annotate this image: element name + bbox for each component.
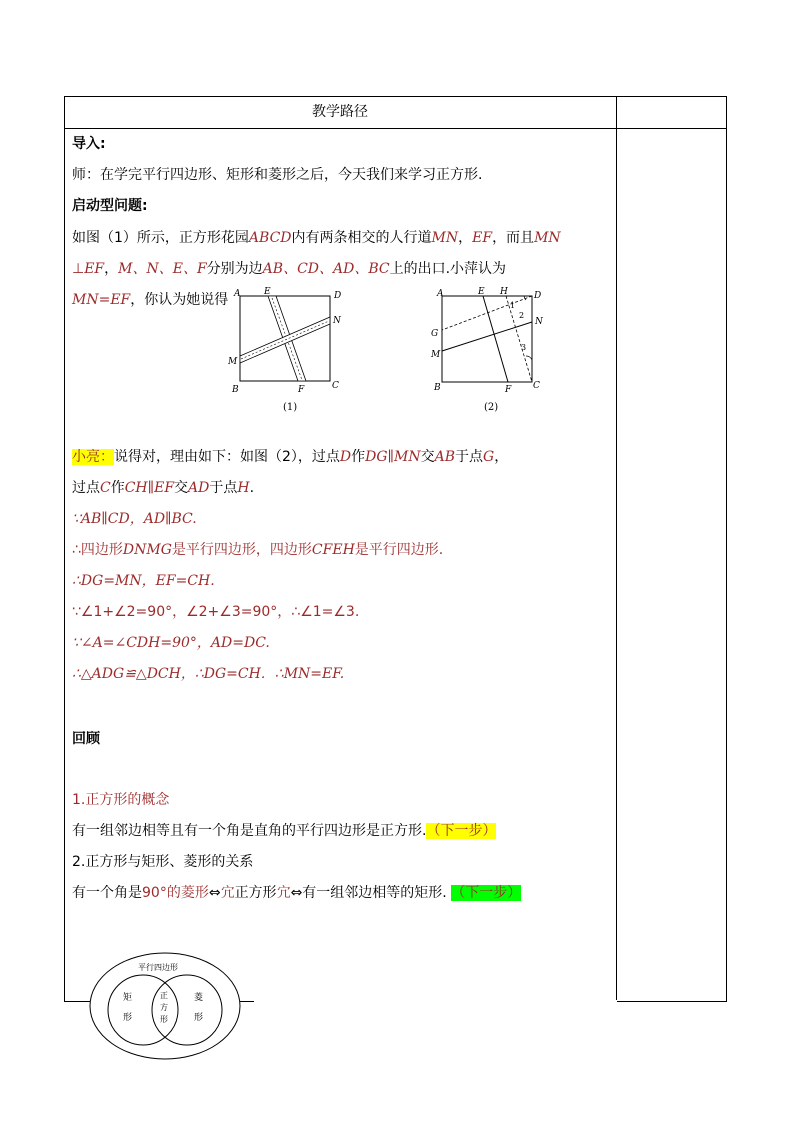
proof-line-3: ∵AB∥CD，AD∥BC.	[72, 511, 197, 527]
text: 说得对，理由如下：如图（2），过点	[114, 449, 340, 465]
problem-line-3	[72, 290, 228, 310]
label-M: M	[228, 357, 238, 367]
venn-mid-label-1: 正	[160, 991, 168, 1000]
text: 有一组邻边相等且有一个角是直角的平行四边形是正方形.	[72, 823, 427, 839]
angle-2-label: 2	[519, 311, 525, 320]
review-item-2-text	[72, 883, 521, 903]
text: 于点	[455, 449, 484, 465]
review-item-1-title: 1.正方形的概念	[72, 792, 170, 808]
text: ，你认为她说得	[130, 292, 229, 308]
text: 交	[420, 449, 435, 465]
label-D: D	[534, 291, 542, 301]
math: MN	[534, 230, 561, 246]
problem-heading: 启动型问题:	[72, 198, 148, 214]
text: 是平行四边形，四边形	[171, 542, 312, 558]
venn-right-label-1: 菱	[194, 993, 204, 1003]
proof-line-6: ∵∠1+∠2=90°，∠2+∠3=90°，∴∠1=∠3.	[72, 604, 360, 620]
venn-left-label-1: 矩	[123, 993, 133, 1003]
math: AD	[188, 480, 210, 496]
label-A: A	[234, 289, 241, 299]
review-item-1-text	[72, 821, 496, 841]
figure-2	[426, 284, 556, 416]
label-F: F	[505, 385, 512, 395]
figure-2-caption: (2)	[484, 402, 499, 413]
venn-right-label-2: 形	[194, 1013, 204, 1023]
text: 内有两条相交的人行道	[291, 230, 432, 246]
next-step-button[interactable]: （下一步）	[451, 885, 522, 901]
proof-line-2	[72, 478, 254, 498]
text: 宂	[220, 885, 235, 901]
math: ABCD	[248, 230, 292, 246]
proof-line-4	[72, 540, 443, 560]
next-step-button[interactable]: （下一步）	[426, 823, 497, 839]
equivalence-arrow: ⇔	[290, 885, 303, 901]
venn-outer-label: 平行四边形	[138, 963, 178, 972]
venn-diagram	[88, 950, 244, 1062]
math: CFEH	[311, 542, 355, 558]
text: 有一组邻边相等的矩形.	[302, 885, 447, 901]
venn-mid-label-3: 形	[160, 1015, 168, 1024]
text: ，	[494, 449, 509, 465]
problem-line-2	[72, 259, 506, 279]
text: ，	[104, 261, 119, 277]
math: DNMG	[122, 542, 172, 558]
figure-1-caption: (1)	[283, 402, 298, 413]
math: H	[237, 480, 250, 496]
label-F: F	[298, 385, 305, 395]
label-N: N	[333, 316, 341, 326]
text: 上的出口.小萍认为	[389, 261, 507, 277]
text: 分别为边	[206, 261, 263, 277]
math: M、N、E、F	[118, 261, 207, 277]
label-M: M	[431, 350, 441, 360]
text: 作	[110, 480, 125, 496]
text: 正方形	[234, 885, 277, 901]
math: C	[100, 480, 111, 496]
label-G: G	[431, 329, 439, 339]
proof-line-7: ∵∠A=∠CDH=90°，AD=DC.	[72, 635, 270, 651]
proof-line-5: ∴DG=MN，EF=CH.	[72, 573, 215, 589]
table-column-divider	[616, 96, 617, 1002]
text: 是平行四边形.	[354, 542, 444, 558]
venn-left-label-2: 形	[123, 1013, 133, 1023]
text: 宂	[276, 885, 291, 901]
label-B: B	[434, 383, 441, 393]
label-C: C	[332, 381, 339, 391]
math: 90°	[142, 885, 167, 901]
angle-1-label: 1	[510, 301, 516, 310]
teacher-line: 师：在学完平行四边形、矩形和菱形之后，今天我们来学习正方形.	[72, 167, 483, 183]
venn-mid-label-2: 方	[160, 1003, 168, 1012]
table-header: 教学路径	[312, 104, 368, 120]
equivalence-arrow: ⇔	[208, 885, 221, 901]
text: 交	[174, 480, 189, 496]
math: MN	[431, 230, 459, 246]
text: 的菱形	[166, 885, 209, 901]
review-heading: 回顾	[72, 731, 100, 747]
label-E: E	[264, 287, 271, 297]
proof-line-1	[72, 447, 508, 467]
text: ，	[458, 230, 473, 246]
label-C: C	[533, 381, 540, 391]
math: AB、CD、AD、BC	[262, 261, 390, 277]
label-A: A	[437, 289, 444, 299]
math: EF	[84, 261, 105, 277]
proof-line-8: ∴△ADG≌△DCH，∴DG=CH．∴MN=EF.	[72, 666, 345, 682]
speaker-label: 小亮：	[72, 449, 114, 465]
math: DG∥MN	[365, 449, 421, 465]
border-gap	[254, 1000, 617, 1004]
text: 过点	[72, 480, 100, 496]
label-B: B	[232, 385, 239, 395]
text: 如图（1）所示，正方形花园	[72, 230, 249, 246]
text: 于点	[209, 480, 238, 496]
intro-heading: 导入:	[72, 136, 106, 152]
label-E: E	[478, 287, 485, 297]
math: D	[339, 449, 352, 465]
text: ⊥	[72, 261, 85, 277]
problem-line-1	[72, 228, 561, 248]
math: G	[483, 449, 495, 465]
text: .	[249, 480, 255, 496]
text: 有一个角是	[72, 885, 142, 901]
math: AB	[434, 449, 456, 465]
text: 作	[351, 449, 366, 465]
text: ∴四边形	[72, 542, 123, 558]
math: CH∥EF	[124, 480, 175, 496]
math: EF	[472, 230, 493, 246]
label-N: N	[535, 317, 543, 327]
angle-3-label: 3	[521, 343, 527, 352]
label-H: H	[500, 287, 508, 297]
text: ，而且	[492, 230, 535, 246]
figure-1	[228, 284, 358, 416]
math: MN=EF	[72, 292, 131, 308]
review-item-2-title: 2.正方形与矩形、菱形的关系	[72, 854, 254, 870]
label-D: D	[334, 291, 342, 301]
table-header-divider	[64, 128, 727, 129]
